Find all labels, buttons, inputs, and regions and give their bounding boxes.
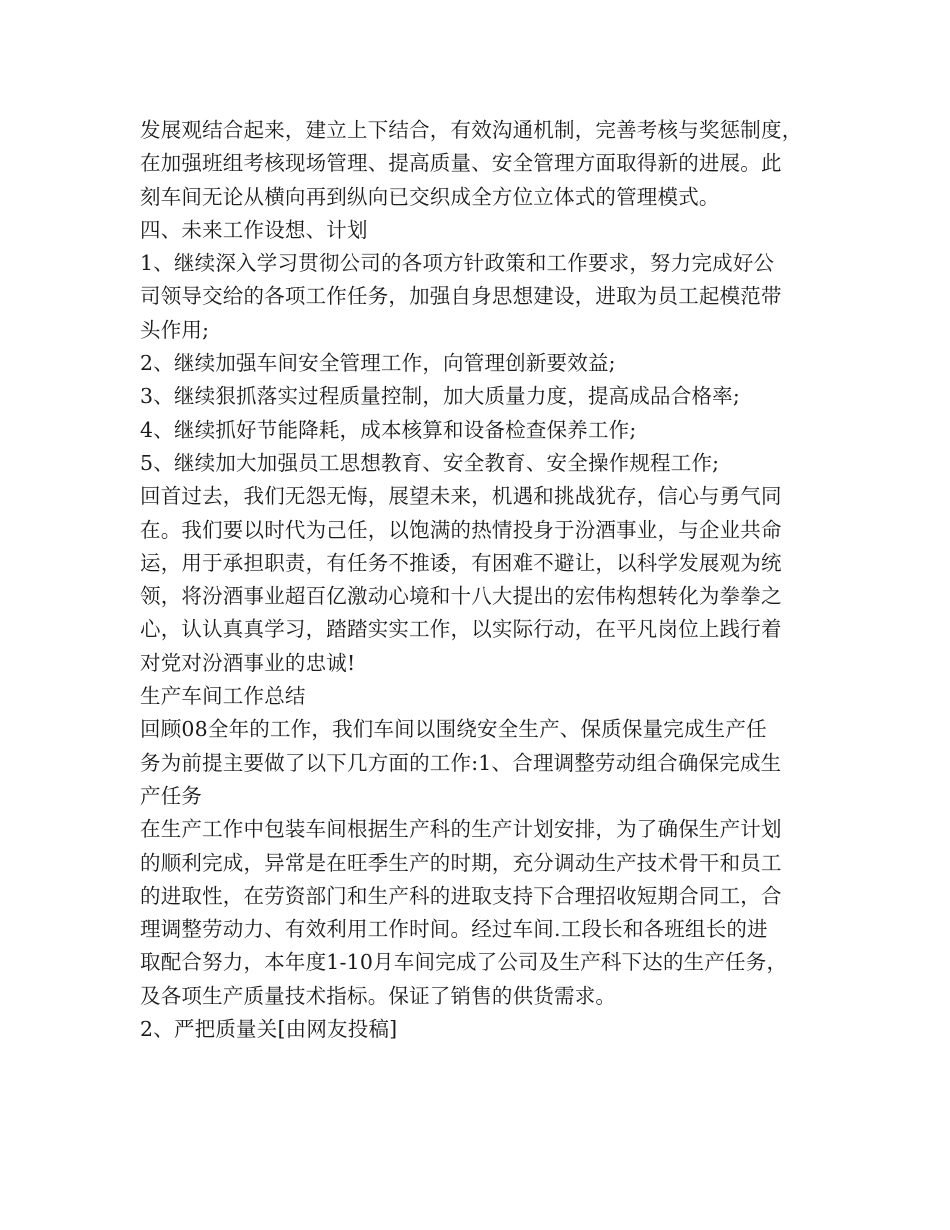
- paragraph-line: 在生产工作中包装车间根据生产科的生产计划安排，为了确保生产计划: [140, 817, 782, 842]
- list-item-line: 5、继续加大加强员工思想教育、安全教育、安全操作规程工作;: [140, 450, 720, 475]
- paragraph-line: 务为前提主要做了以下几方面的工作:1、合理调整劳动组合确保完成生: [140, 750, 782, 775]
- paragraph-line: 领，将汾酒事业超百亿激动心境和十八大提出的宏伟构想转化为拳拳之: [140, 584, 782, 609]
- list-item-line: 4、继续抓好节能降耗，成本核算和设备检查保养工作;: [140, 417, 637, 442]
- paragraph-line: 对党对汾酒事业的忠诚!: [140, 650, 356, 675]
- paragraph-line: 及各项生产质量技术指标。保证了销售的供货需求。: [140, 983, 617, 1008]
- paragraph-line: 在加强班组考核现场管理、提高质量、安全管理方面取得新的进展。此: [140, 151, 782, 176]
- paragraph-line: 的顺利完成，异常是在旺季生产的时期，充分调动生产技术骨干和员工: [140, 850, 782, 875]
- paragraph-line: 理调整劳动力、有效利用工作时间。经过车间.工段长和各班组长的进: [140, 917, 768, 942]
- paragraph-line: 心，认认真真学习，踏踏实实工作，以实际行动，在平凡岗位上践行着: [140, 617, 782, 642]
- document-body: [140, 114, 840, 1046]
- list-item-line: 3、继续狠抓落实过程质量控制，加大质量力度，提高成品合格率;: [140, 384, 740, 409]
- list-item-line: 头作用;: [140, 317, 210, 342]
- list-item-line: 2、严把质量关[由网友投稿]: [140, 1017, 398, 1042]
- paragraph-line: 取配合努力，本年度1-10月车间完成了公司及生产科下达的生产任务，: [140, 950, 788, 975]
- paragraph-line: 回首过去，我们无怨无悔，展望未来，机遇和挑战犹存，信心与勇气同: [140, 484, 782, 509]
- section-heading: 四、未来工作设想、计划: [140, 217, 368, 242]
- paragraph-line: 刻车间无论从横向再到纵向已交织成全方位立体式的管理模式。: [140, 184, 720, 209]
- list-item-line: 2、继续加强车间安全管理工作，向管理创新要效益;: [140, 351, 616, 376]
- section-title: 生产车间工作总结: [140, 684, 306, 709]
- paragraph-line: 发展观结合起来，建立上下结合，有效沟通机制，完善考核与奖惩制度，: [140, 118, 803, 142]
- paragraph-line: 回顾08全年的工作，我们车间以围绕安全生产、保质保量完成生产任: [140, 717, 767, 742]
- paragraph-line: 的进取性，在劳资部门和生产科的进取支持下合理招收短期合同工，合: [140, 883, 782, 908]
- paragraph-line: 在。我们要以时代为己任，以饱满的热情投身于汾酒事业，与企业共命: [140, 517, 782, 542]
- list-item-line: 司领导交给的各项工作任务，加强自身思想建设，进取为员工起模范带: [140, 284, 782, 309]
- paragraph-line: 运，用于承担职责，有任务不推诿，有困难不避让，以科学发展观为统: [140, 550, 782, 575]
- paragraph-line: 产任务: [140, 783, 203, 808]
- list-item-line: 1、继续深入学习贯彻公司的各项方针政策和工作要求，努力完成好公: [140, 251, 775, 276]
